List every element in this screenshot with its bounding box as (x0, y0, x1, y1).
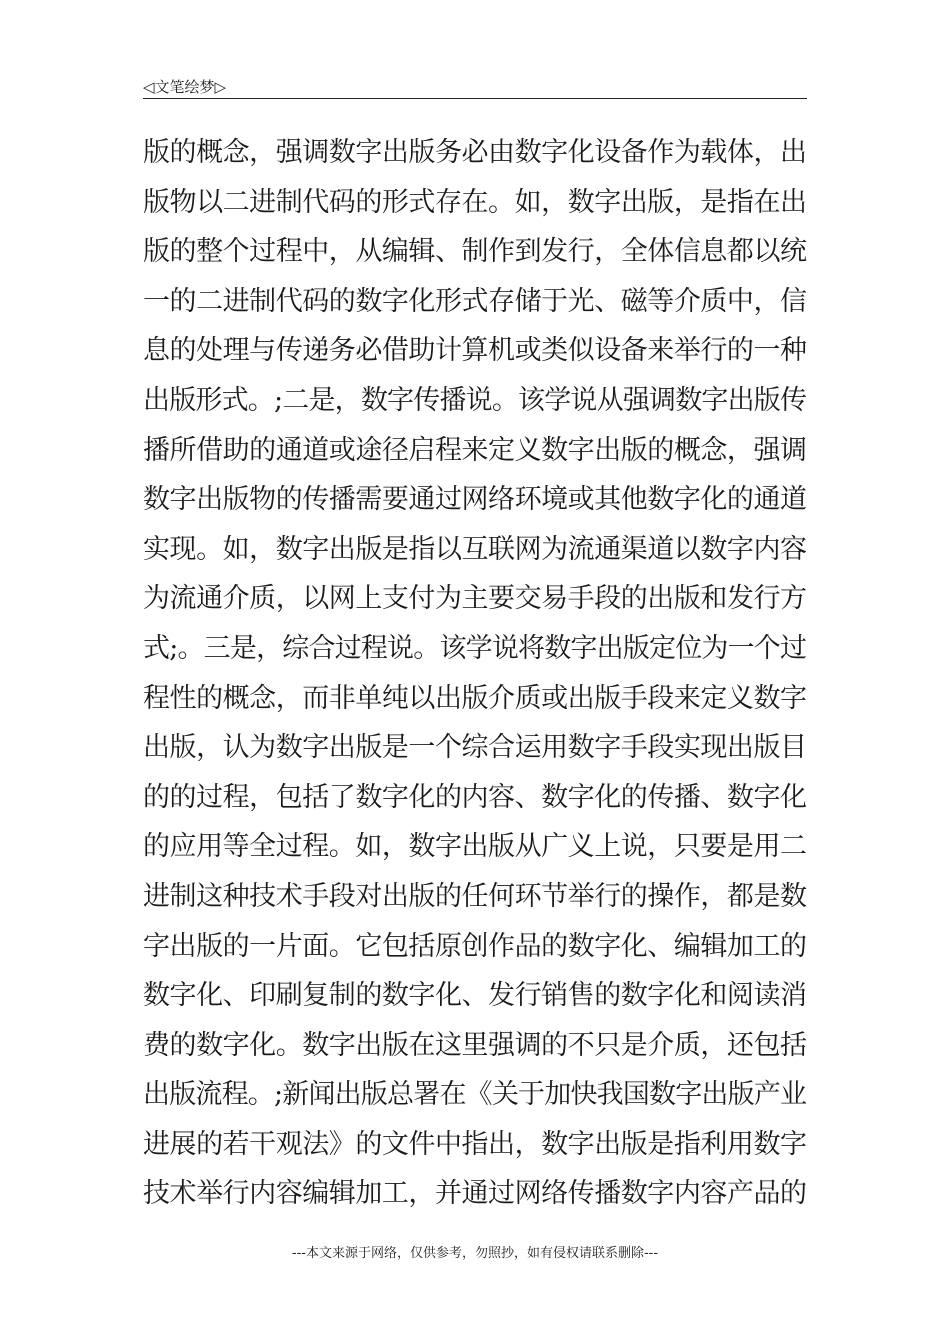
text-line: 数字出版物的传播需要通过网络环境或其他数字化的通道 (143, 484, 807, 516)
text-line: 版的整个过程中，从编辑、制作到发行，全体信息都以统 (143, 236, 807, 268)
text-line: 一的二进制代码的数字化形式存储于光、磁等介质中，信 (143, 285, 807, 317)
text-line: 字出版的一片面。它包括原创作品的数字化、编辑加工的 (143, 930, 807, 962)
text-line: 播所借助的通道或途径启程来定义数字出版的概念，强调 (143, 434, 807, 466)
text-line: 的应用等全过程。如，数字出版从广义上说，只要是用二 (143, 831, 807, 863)
text-line: 版物以二进制代码的形式存在。如，数字出版，是指在出 (143, 186, 807, 218)
text-line: 息的处理与传递务必借助计算机或类似设备来举行的一种 (143, 335, 807, 367)
text-line: 程性的概念，而非单纯以出版介质或出版手段来定义数字 (143, 682, 807, 714)
text-line: 进制这种技术手段对出版的任何环节举行的操作，都是数 (143, 880, 807, 912)
page-header (143, 72, 807, 99)
text-line: 进展的若干观法》的文件中指出，数字出版是指利用数字 (143, 1128, 807, 1160)
text-line: 实现。如，数字出版是指以互联网为流通渠道以数字内容 (143, 533, 807, 565)
text-line: 出版形式。;二是，数字传播说。该学说从强调数字出版传 (143, 384, 807, 416)
text-line: 版的概念，强调数字出版务必由数字化设备作为载体，出 (143, 137, 807, 168)
text-line: 的的过程，包括了数字化的内容、数字化的传播、数字化 (143, 781, 807, 813)
header-title: ◁文笔绘梦▷ (143, 78, 227, 96)
page-footer: ---本文来源于网络，仅供参考，勿照抄，如有侵权请联系删除--- (291, 1246, 659, 1261)
text-line: 费的数字化。数字出版在这里强调的不只是介质，还包括 (143, 1029, 807, 1061)
document-body (143, 128, 813, 1219)
text-line: 式;。三是，综合过程说。该学说将数字出版定位为一个过 (143, 632, 807, 664)
text-line: 为流通介质，以网上支付为主要交易手段的出版和发行方 (143, 583, 807, 615)
text-line: 出版流程。;新闻出版总署在《关于加快我国数字出版产业 (143, 1079, 807, 1111)
text-line: 数字化、印刷复制的数字化、发行销售的数字化和阅读消 (143, 980, 807, 1012)
text-line: 出版，认为数字出版是一个综合运用数字手段实现出版目 (143, 732, 807, 764)
text-line: 技术举行内容编辑加工，并通过网络传播数字内容产品的 (143, 1178, 807, 1210)
